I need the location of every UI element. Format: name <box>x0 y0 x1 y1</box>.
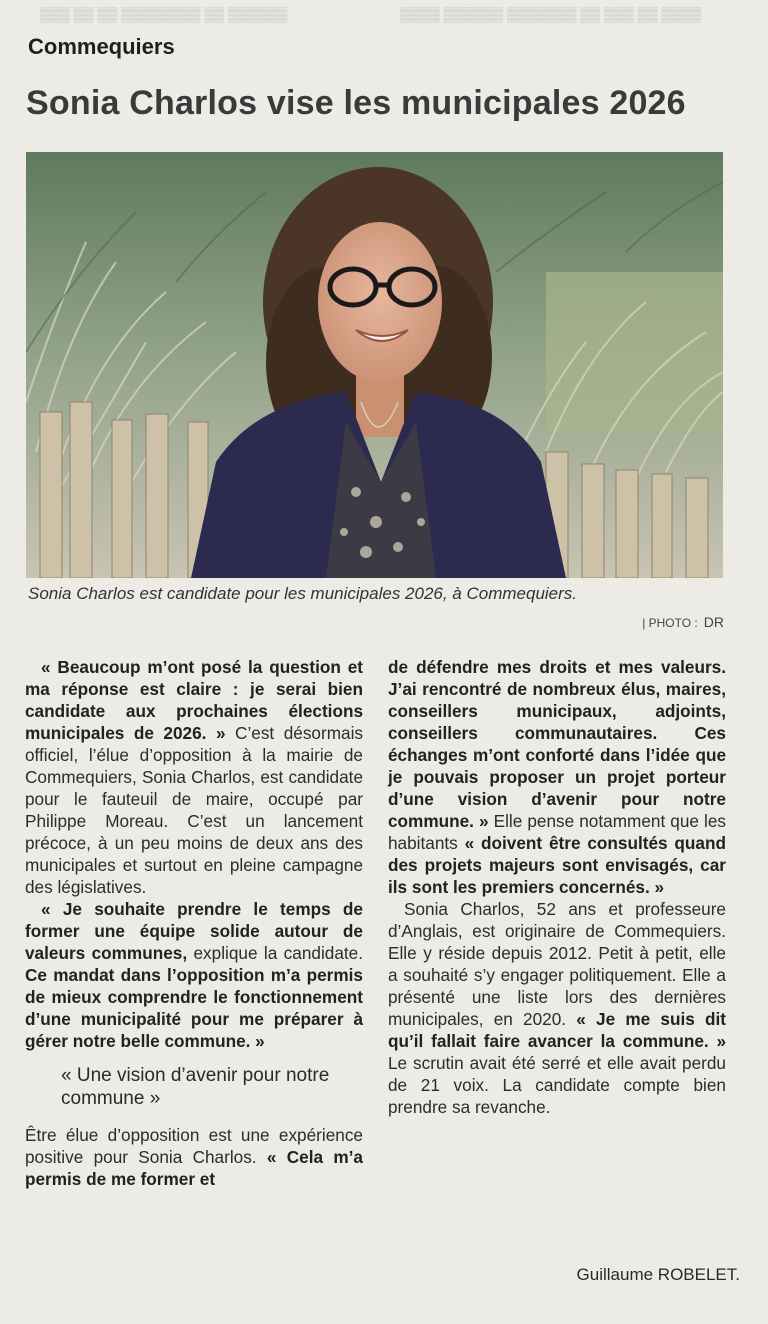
portrait-photo <box>26 152 723 578</box>
body-text: Sonia Charlos, 52 ans et professeure d’Anglais, est originaire de Commequiers. Elle y réside depuis 2012. Petit à petit, elle a souhaité s’y engager politiquement. Elle a présenté une liste lors des dernières municipales, en 2020. <box>388 899 726 1029</box>
quote-text: de défendre mes droits et mes valeurs. J’ai rencontré de nombreux élus, maires, conseillers municipaux, adjoints, conseillers communautaires. Ces échanges m’ont conforté dans l’idée que je pouvais proposer un projet porteur d’une vision d’avenir pour notre commune. » <box>388 657 726 831</box>
article-subheading: « Une vision d’avenir pour notre commune » <box>61 1065 330 1109</box>
body-text: explique la candidate. <box>187 943 363 963</box>
article-paragraph <box>25 1124 363 1190</box>
body-text: Être élue d’opposition est une expérience positive pour Sonia Charlos. <box>25 1125 363 1167</box>
article-paragraph <box>25 656 363 898</box>
page-title: Sonia Charlos vise les municipales 2026 <box>26 84 686 122</box>
article-paragraph <box>388 898 726 1118</box>
article-paragraph <box>388 656 726 898</box>
article-paragraph <box>25 898 363 1052</box>
article-column-left <box>25 656 363 1190</box>
byline: Guillaume ROBELET. <box>576 1265 740 1284</box>
section-kicker: Commequiers <box>28 34 175 59</box>
quote-text: « Je me suis dit qu’il fallait faire avancer la commune. » <box>388 1009 727 1051</box>
body-text: Le scrutin avait été serré et elle avait perdu de 21 voix. La candidate compte bien prendre sa revanche. <box>388 1053 726 1117</box>
photo-credit-label: | PHOTO : <box>642 616 698 630</box>
bleed-through-texture: ▒▒▒▒ ▒▒▒▒▒▒ ▒▒▒▒▒▒▒ ▒▒ ▒▒▒ ▒▒ ▒▒▒▒ <box>400 6 702 22</box>
quote-text: « Beaucoup m’ont posé la question et ma réponse est claire : je serai bien candidate aux prochaines élections municipales de 2026. » <box>25 657 363 743</box>
quote-text: Ce mandat dans l’opposition m’a permis de mieux comprendre le fonctionnement d’une municipalité pour me préparer à gérer notre belle commune. » <box>25 965 363 1051</box>
quote-text: « Je souhaite prendre le temps de former une équipe solide autour de valeurs communes, <box>25 899 363 963</box>
portrait-illustration <box>26 152 723 578</box>
body-text: Elle pense notamment que les habitants <box>388 811 726 853</box>
photo-caption: Sonia Charlos est candidate pour les municipales 2026, à Commequiers. <box>28 584 578 603</box>
photo-credit <box>642 614 724 630</box>
quote-text: « doivent être consultés quand des projets majeurs sont envisagés, car ils sont les premiers concernés. » <box>388 833 726 897</box>
quote-text: « Cela m’a permis de me former et <box>25 1147 363 1189</box>
bleed-through-texture: ▒▒▒ ▒▒ ▒▒ ▒▒▒▒▒▒▒▒ ▒▒ ▒▒▒▒▒▒ <box>40 6 288 22</box>
article-column-right <box>388 656 726 1118</box>
body-text: C’est désormais officiel, l’élue d’opposition à la mairie de Commequiers, Sonia Charlos, est candidate pour le fauteuil de maire, occupé par Philippe Moreau. C’est un lancement précoce, à un peu moins de deux ans des municipales et surtout en pleine campagne des législatives. <box>25 723 363 897</box>
photo-credit-value: DR <box>703 614 724 630</box>
